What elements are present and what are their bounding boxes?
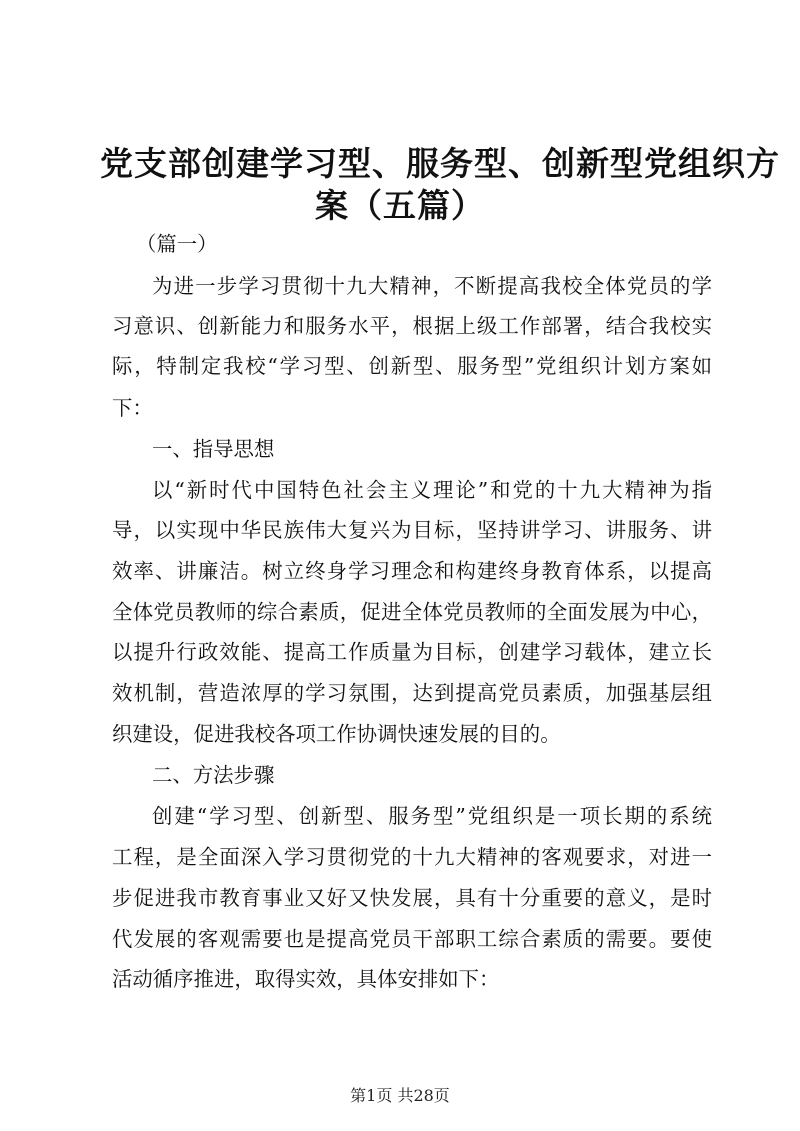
section-heading-guiding-ideology: 一、指导思想 <box>152 437 275 461</box>
paragraph-line: 以提升行政效能、提高工作质量为目标，创建学习载体，建立长 <box>112 640 712 664</box>
paragraph-line: 际，特制定我校“学习型、创新型、服务型”党组织计划方案如 <box>112 354 712 378</box>
paragraph-line: 导，以实现中华民族伟大复兴为目标，坚持讲学习、讲服务、讲 <box>112 518 712 542</box>
document-title-line-2: 案（五篇） <box>315 186 485 225</box>
page-number-footer: 第1页 共28页 <box>350 1086 450 1105</box>
paragraph-line: 为进一步学习贯彻十九大精神，不断提高我校全体党员的学 <box>152 274 712 298</box>
section-label: （篇一） <box>136 232 218 256</box>
paragraph-line: 效机制，营造浓厚的学习氛围，达到提高党员素质，加强基层组 <box>112 681 712 705</box>
paragraph-line: 代发展的客观需要也是提高党员干部职工综合素质的需要。要使 <box>112 927 712 951</box>
paragraph-line: 工程，是全面深入学习贯彻党的十九大精神的客观要求，对进一 <box>112 845 712 869</box>
section-heading-methods-steps: 二、方法步骤 <box>152 763 275 787</box>
paragraph-line: 效率、讲廉洁。树立终身学习理念和构建终身教育体系，以提高 <box>112 559 712 583</box>
paragraph-line: 织建设，促进我校各项工作协调快速发展的目的。 <box>112 722 561 746</box>
paragraph-line: 创建“学习型、创新型、服务型”党组织是一项长期的系统 <box>152 804 712 828</box>
paragraph-line: 以“新时代中国特色社会主义理论”和党的十九大精神为指 <box>152 478 712 502</box>
paragraph-line: 下： <box>112 396 153 420</box>
paragraph-line: 全体党员教师的综合素质，促进全体党员教师的全面发展为中心， <box>112 600 712 624</box>
document-title-line-1: 党支部创建学习型、服务型、创新型党组织方 <box>100 144 780 183</box>
paragraph-line: 步促进我市教育事业又好又快发展，具有十分重要的意义，是时 <box>112 886 712 910</box>
paragraph-line: 习意识、创新能力和服务水平，根据上级工作部署，结合我校实 <box>112 314 712 338</box>
paragraph-line: 活动循序推进，取得实效，具体安排如下： <box>112 967 500 991</box>
